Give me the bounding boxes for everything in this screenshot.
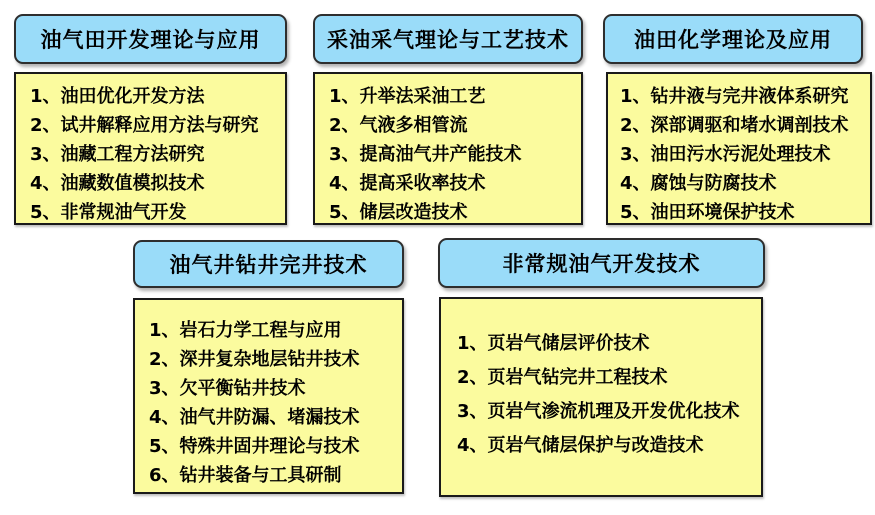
category-title: 油气田开发理论与应用 <box>40 28 261 52</box>
list-item: 5、非常规油气开发 <box>30 202 187 223</box>
category-title: 油田化学理论及应用 <box>634 28 832 52</box>
list-item: 3、提高油气井产能技术 <box>329 144 522 165</box>
category-title: 非常规油气开发技术 <box>502 252 701 276</box>
list-item: 3、油藏工程方法研究 <box>30 144 205 165</box>
category-list-drilling-completion <box>133 298 404 494</box>
list-item: 1、升举法采油工艺 <box>329 86 486 107</box>
category-list-oilfield-development <box>14 72 287 225</box>
category-title: 油气井钻井完井技术 <box>169 253 368 277</box>
category-title: 采油采气理论与工艺技术 <box>327 28 569 52</box>
list-item: 2、深部调驱和堵水调剖技术 <box>620 115 849 136</box>
list-item: 3、油田污水污泥处理技术 <box>620 144 831 165</box>
list-item: 6、钻井装备与工具研制 <box>149 465 342 486</box>
list-item: 4、提高采收率技术 <box>329 173 486 194</box>
list-item: 1、页岩气储层评价技术 <box>457 333 650 354</box>
category-header-drilling-completion <box>133 240 404 288</box>
list-item: 3、页岩气渗流机理及开发优化技术 <box>457 401 740 422</box>
list-item: 4、页岩气储层保护与改造技术 <box>457 435 704 456</box>
list-item: 5、储层改造技术 <box>329 202 468 223</box>
list-item: 1、钻井液与完井液体系研究 <box>620 86 849 107</box>
list-item: 1、油田优化开发方法 <box>30 86 205 107</box>
category-header-oilfield-development <box>14 14 287 64</box>
list-item: 2、页岩气钻完井工程技术 <box>457 367 668 388</box>
list-item: 2、试井解释应用方法与研究 <box>30 115 259 136</box>
list-item: 4、油藏数值模拟技术 <box>30 173 205 194</box>
list-item: 2、深井复杂地层钻井技术 <box>149 349 360 370</box>
list-item: 4、腐蚀与防腐技术 <box>620 173 777 194</box>
category-header-unconventional-gas <box>438 238 765 288</box>
list-item: 2、气液多相管流 <box>329 115 468 136</box>
list-item: 5、特殊井固井理论与技术 <box>149 436 360 457</box>
list-item: 5、油田环境保护技术 <box>620 202 795 223</box>
category-header-oilfield-chemistry <box>603 14 863 64</box>
list-item: 4、油气井防漏、堵漏技术 <box>149 407 360 428</box>
category-header-production-technology <box>313 14 583 64</box>
category-list-production-technology <box>313 72 583 225</box>
category-list-oilfield-chemistry <box>606 72 872 225</box>
list-item: 3、欠平衡钻井技术 <box>149 378 306 399</box>
list-item: 1、岩石力学工程与应用 <box>149 320 342 341</box>
category-list-unconventional-gas <box>439 297 763 497</box>
